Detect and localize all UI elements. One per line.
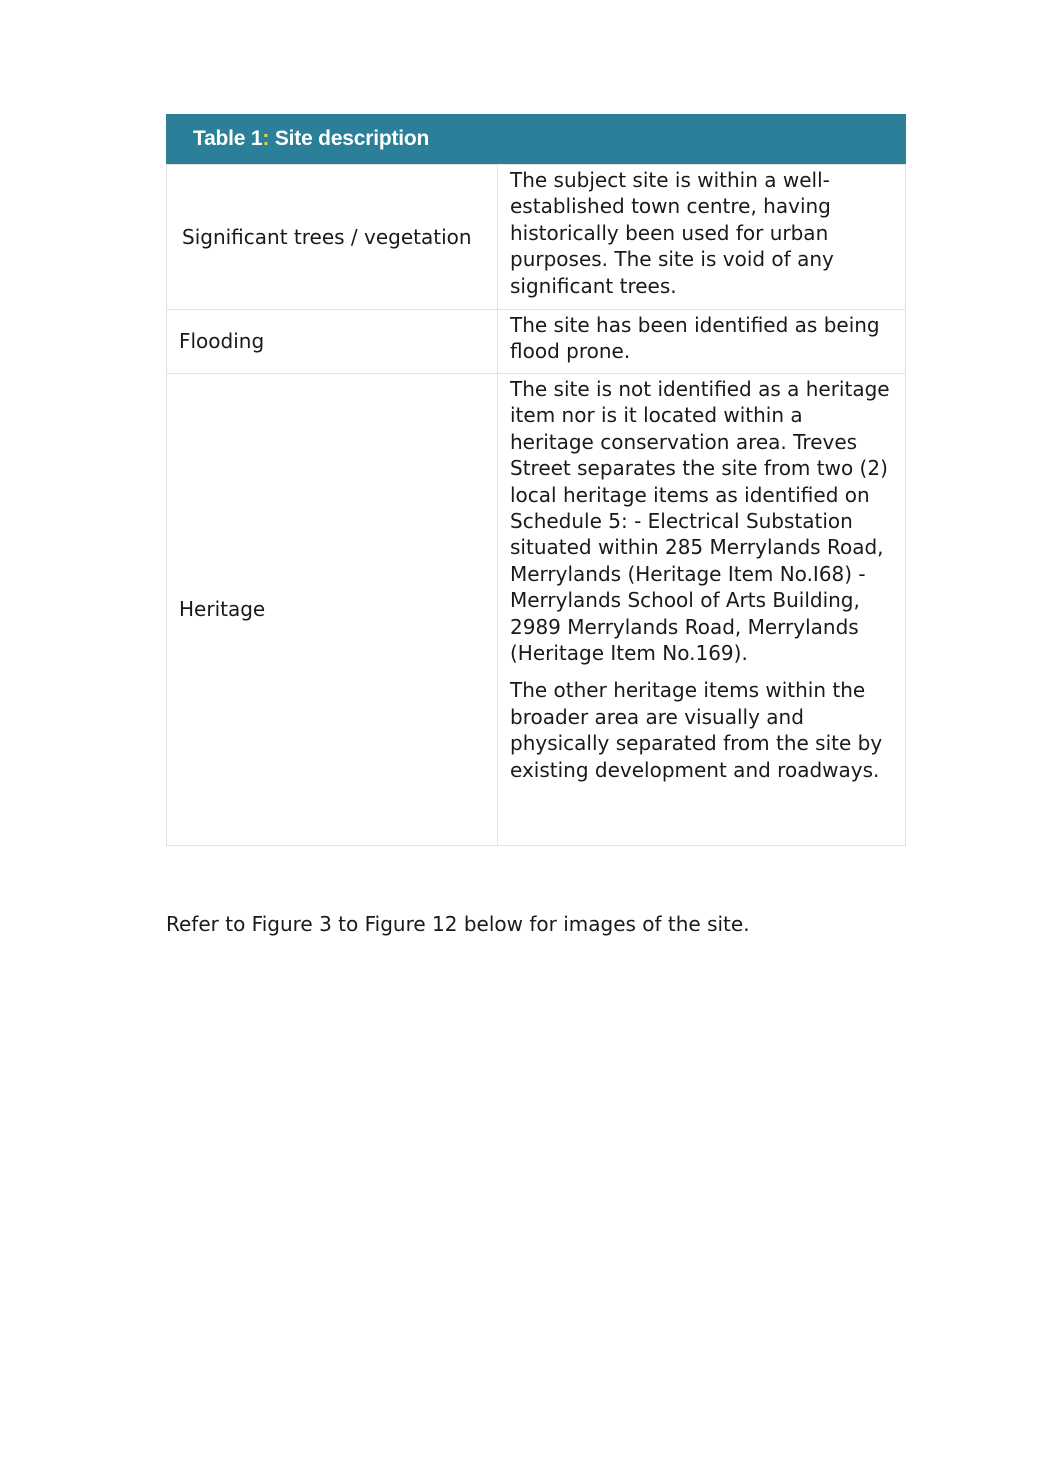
row-label: Significant trees / vegetation <box>167 165 498 310</box>
table-caption <box>166 114 906 164</box>
row-value <box>498 374 906 846</box>
caption-title: Site description <box>269 127 430 150</box>
description-grid <box>166 164 906 846</box>
body-paragraph: Refer to Figure 3 to Figure 12 below for images of the site. <box>166 912 750 936</box>
row-label: Heritage <box>167 374 498 846</box>
row-paragraph: The other heritage items within the broader area are visually and physically separated from the site by existing development and roadways. <box>510 678 883 782</box>
caption-colon: : <box>262 127 270 150</box>
row-paragraph: The site is not identified as a heritage item nor is it located within a heritage conservation area. Treves Street separates the site from two (2) local heritage items as identified on Schedule 5: - Electrical Substation situated within 285 Merrylands Road, Merrylands (Heritage Item No.I68) - Merrylands School of Arts Building, 2989 Merrylands Road, Merrylands (Heritage Item No.169). <box>510 377 890 666</box>
row-label: Flooding <box>167 310 498 374</box>
row-paragraph: The subject site is within a well-established town centre, having historically been used for urban purposes. The site is void of any significant trees. <box>510 168 834 298</box>
site-description-table <box>166 114 906 846</box>
table-row-flooding <box>167 310 906 374</box>
row-value <box>498 165 906 310</box>
row-value <box>498 310 906 374</box>
table-row-vegetation <box>167 165 906 310</box>
table-row-heritage <box>167 374 906 846</box>
row-paragraph: The site has been identified as being flood prone. <box>510 313 880 364</box>
caption-prefix: Table 1 <box>193 127 263 150</box>
